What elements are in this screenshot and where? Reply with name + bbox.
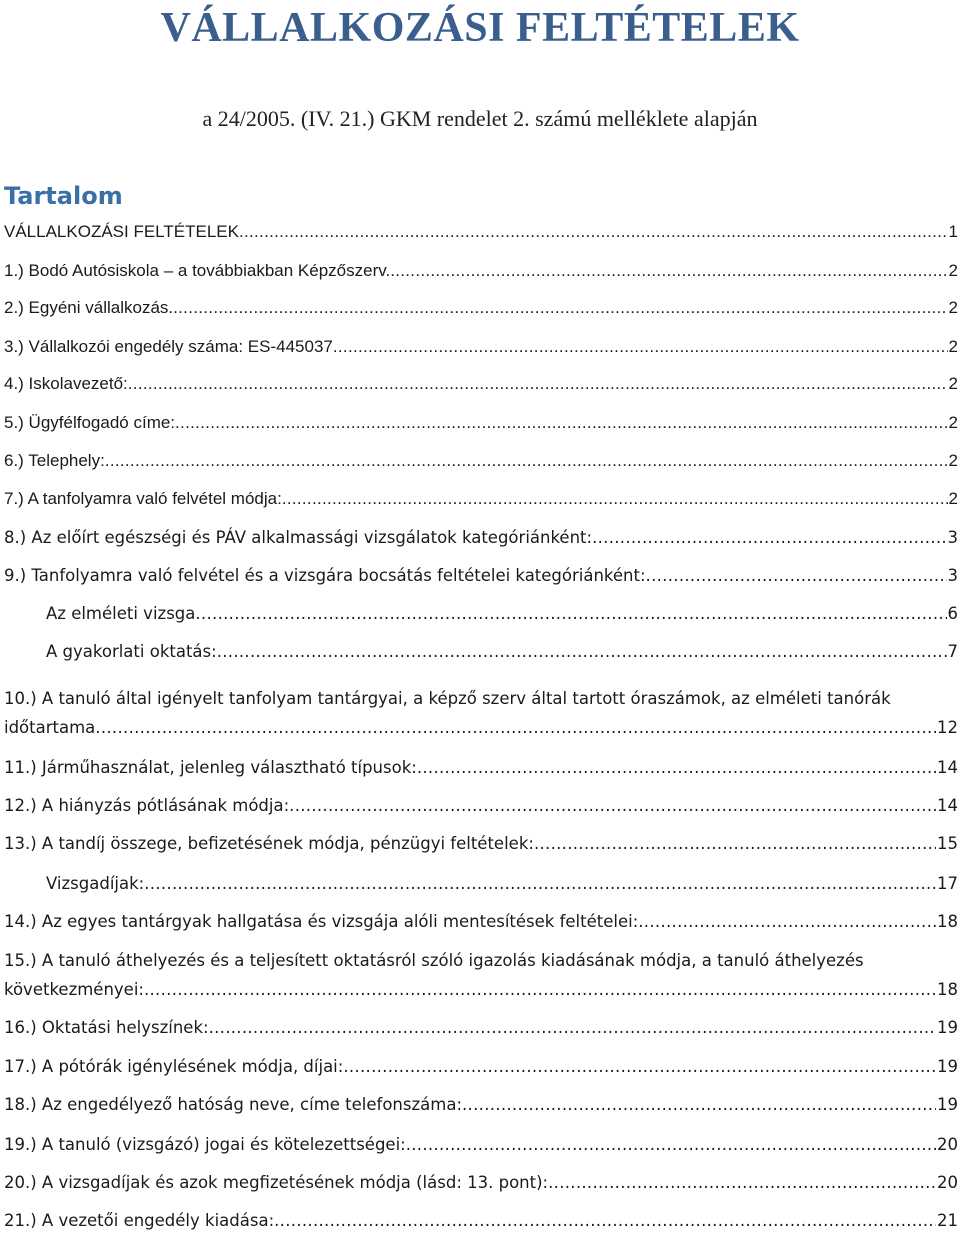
- toc-entry[interactable]: [4, 946, 960, 1004]
- toc-entry-label: 18.) Az engedélyező hatóság neve, címe telefonszáma:: [4, 1095, 463, 1114]
- toc-leader: [333, 332, 948, 361]
- toc-entry[interactable]: [4, 829, 960, 858]
- toc-page-number: 2: [948, 489, 958, 508]
- toc-page-number: 17: [937, 874, 958, 893]
- toc-entry-label: A gyakorlati oktatás:: [46, 642, 217, 661]
- toc-leader: [175, 408, 948, 437]
- toc-leader: [239, 217, 948, 246]
- toc-entry-label-line2: időtartama: [4, 718, 96, 737]
- toc-leader: [128, 369, 948, 398]
- toc-entry-label: 12.) A hiányzás pótlásának módja:: [4, 796, 290, 815]
- toc-entry-label: 21.) A vezetői engedély kiadása:: [4, 1211, 275, 1230]
- toc-entry-label: 3.) Vállalkozói engedély száma: ES-445037: [4, 337, 333, 356]
- toc-entry-label: 19.) A tanuló (vizsgázó) jogai és kötelezettségei:: [4, 1135, 406, 1154]
- toc-page-number: 20: [937, 1173, 958, 1192]
- toc-subentry[interactable]: [4, 869, 960, 898]
- toc-entry[interactable]: [4, 1130, 960, 1159]
- toc-entry-label-line1: 15.) A tanuló áthelyezés és a teljesített oktatásról szóló igazolás kiadásának módja, a tanuló áthelyezés: [4, 951, 864, 970]
- toc-entry-label: 16.) Oktatási helyszínek:: [4, 1018, 209, 1037]
- toc-entry[interactable]: [4, 1052, 960, 1081]
- toc-heading: Tartalom: [4, 182, 123, 210]
- toc-entry[interactable]: [4, 561, 960, 590]
- toc-page-number: 19: [937, 1095, 958, 1114]
- toc-leader: [646, 561, 947, 590]
- toc-entry-label: 4.) Iskolavezető:: [4, 374, 128, 393]
- toc-leader: [592, 523, 946, 552]
- toc-entry[interactable]: [4, 791, 960, 820]
- toc-entry-label: 14.) Az egyes tantárgyak hallgatása és vizsgája alóli mentesítések feltételei:: [4, 912, 639, 931]
- toc-leader: [217, 637, 947, 666]
- toc-leader: [105, 446, 948, 475]
- toc-page-number: 14: [937, 758, 958, 777]
- toc-leader: [282, 484, 948, 513]
- toc-page-number: 2: [948, 261, 958, 280]
- toc-leader: [195, 599, 946, 628]
- toc-subentry[interactable]: [4, 637, 960, 666]
- toc-leader: [209, 1013, 936, 1042]
- toc-leader: [144, 975, 936, 1004]
- toc-leader: [390, 256, 947, 285]
- toc-entry[interactable]: [4, 369, 960, 398]
- document-subtitle: a 24/2005. (IV. 21.) GKM rendelet 2. számú melléklete alapján: [202, 106, 758, 131]
- toc-entry-label-line2: következményei:: [4, 980, 144, 999]
- toc-entry[interactable]: [4, 256, 960, 285]
- document-title: VÁLLALKOZÁSI FELTÉTELEK: [160, 5, 800, 51]
- toc-page-number: 7: [947, 642, 958, 661]
- toc-entry-label: VÁLLALKOZÁSI FELTÉTELEK: [4, 222, 239, 241]
- toc-entry[interactable]: [4, 684, 960, 742]
- toc-page-number: 1: [948, 222, 958, 241]
- toc-entry[interactable]: [4, 484, 960, 513]
- toc-entry-label: 6.) Telephely:: [4, 451, 105, 470]
- toc-entry-label: Az elméleti vizsga: [46, 604, 196, 623]
- toc-page-number: 2: [948, 451, 958, 470]
- toc-subentry[interactable]: [4, 599, 960, 628]
- toc-page-number: 19: [937, 1018, 958, 1037]
- toc-entry-label: 20.) A vizsgadíjak és azok megfizetésének módja (lásd: 13. pont):: [4, 1173, 549, 1192]
- toc-entry-label: 1.) Bodó Autósiskola – a továbbiakban Képzőszerv.: [4, 261, 391, 280]
- toc-entry[interactable]: [4, 1168, 960, 1197]
- toc-page-number: 2: [948, 413, 958, 432]
- toc-entry[interactable]: [4, 446, 960, 475]
- toc-entry-label: 5.) Ügyfélfogadó címe:: [4, 413, 176, 432]
- toc-entry-label-line1: 10.) A tanuló által igényelt tanfolyam tantárgyai, a képző szerv által tartott óraszámok, az elméleti tanórák: [4, 689, 891, 708]
- toc-entry[interactable]: [4, 1013, 960, 1042]
- toc-leader: [95, 713, 936, 742]
- toc-entry[interactable]: [4, 293, 960, 322]
- toc-page-number: 19: [937, 1057, 958, 1076]
- toc-entry[interactable]: [4, 1206, 960, 1235]
- toc-leader: [289, 791, 936, 820]
- toc-entry-label: 7.) A tanfolyamra való felvétel módja:: [4, 489, 282, 508]
- toc-entry-label: 17.) A pótórák igénylésének módja, díjai:: [4, 1057, 344, 1076]
- toc-entry-label: 13.) A tandíj összege, befizetésének módja, pénzügyi feltételek:: [4, 834, 534, 853]
- toc-entry-label: 11.) Járműhasználat, jelenleg választható típusok:: [4, 758, 417, 777]
- toc-page-number: 12: [937, 718, 958, 737]
- toc-leader: [462, 1090, 936, 1119]
- toc-leader: [638, 907, 936, 936]
- toc-entry-label: Vizsgadíjak:: [46, 874, 145, 893]
- toc-entry-label: 8.) Az előírt egészségi és PÁV alkalmassági vizsgálatok kategóriánként:: [4, 528, 593, 547]
- toc-leader: [534, 829, 936, 858]
- toc-leader: [417, 753, 936, 782]
- toc-page-number: 2: [948, 337, 958, 356]
- toc-page-number: 2: [948, 374, 958, 393]
- toc-entry[interactable]: [4, 408, 960, 437]
- toc-page-number: 6: [947, 604, 958, 623]
- toc-page-number: 20: [937, 1135, 958, 1154]
- toc-page-number: 15: [937, 834, 958, 853]
- toc-entry[interactable]: [4, 332, 960, 361]
- toc-page-number: 3: [947, 566, 958, 585]
- toc-entry[interactable]: [4, 523, 960, 552]
- toc-leader: [173, 293, 947, 322]
- toc-page-number: 2: [948, 298, 958, 317]
- toc-entry[interactable]: [4, 217, 960, 246]
- toc-page-number: 18: [937, 980, 958, 999]
- toc-page-number: 18: [937, 912, 958, 931]
- toc-page-number: 21: [937, 1211, 958, 1230]
- toc-page-number: 3: [947, 528, 958, 547]
- toc-entry-label: 2.) Egyéni vállalkozás.: [4, 298, 174, 317]
- toc-leader: [274, 1206, 936, 1235]
- toc-leader: [144, 869, 936, 898]
- toc-leader: [406, 1130, 936, 1159]
- toc-entry[interactable]: [4, 907, 960, 936]
- toc-leader: [343, 1052, 936, 1081]
- toc-entry-label: 9.) Tanfolyamra való felvétel és a vizsgára bocsátás feltételei kategóriánként:: [4, 566, 646, 585]
- toc-page-number: 14: [937, 796, 958, 815]
- toc-leader: [548, 1168, 936, 1197]
- toc-entry[interactable]: [4, 753, 960, 782]
- toc-entry[interactable]: [4, 1090, 960, 1119]
